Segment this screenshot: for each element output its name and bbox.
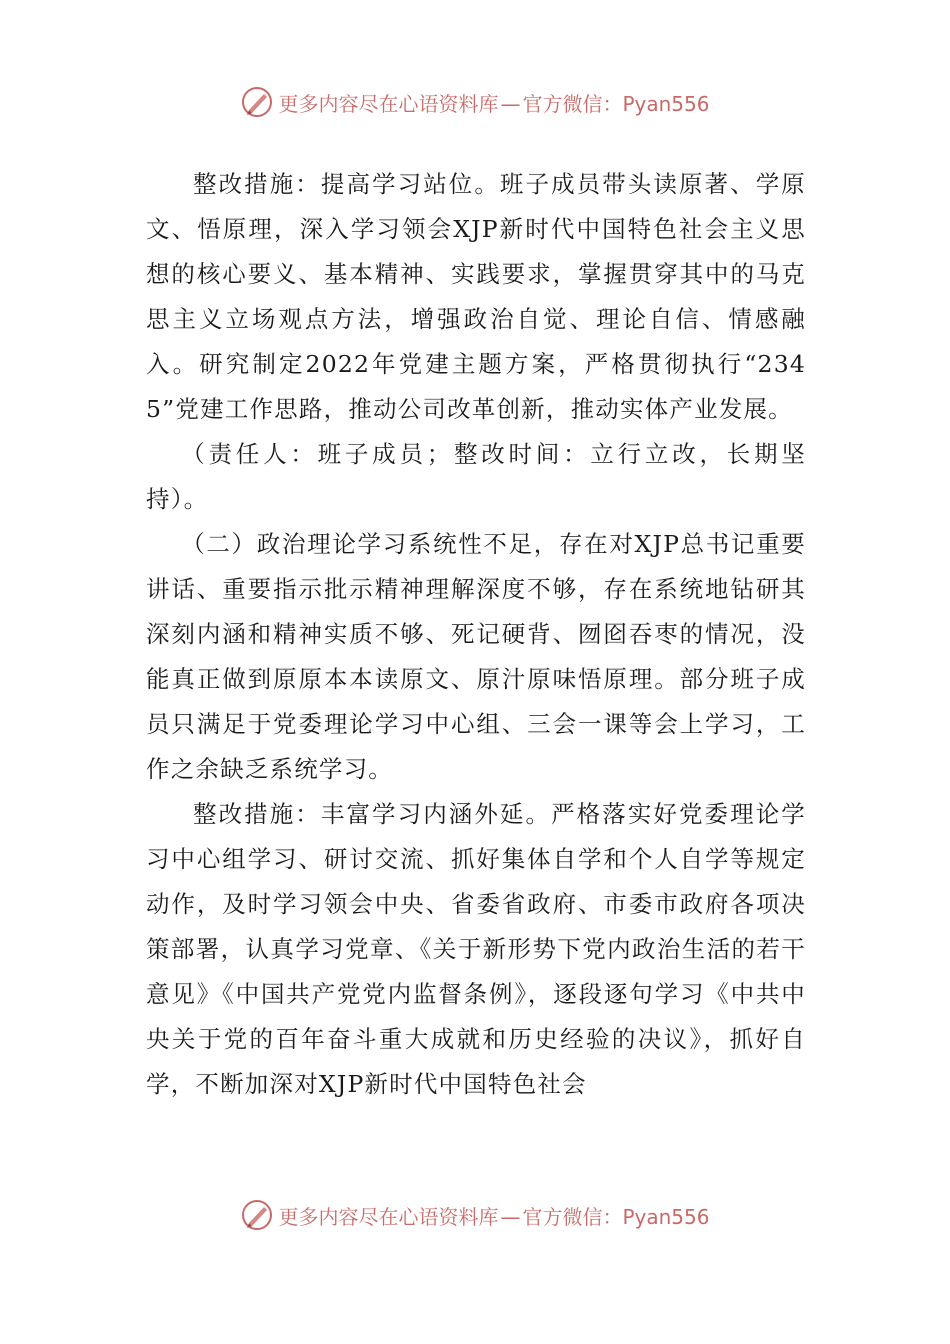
pen-logo-icon (240, 1198, 274, 1232)
pen-logo-icon (240, 85, 274, 119)
watermark-footer (0, 1198, 950, 1232)
paragraph-rectification-measures-1: 整改措施：提高学习站位。班子成员带头读原著、学原文、悟原理，深入学习领会XJP新时代中国特色社会主义思想的核心要义、基本精神、实践要求，掌握贯穿其中的马克思主义立场观点方法，增强政治自觉、理论自信、情感融入。研究制定2022年党建主题方案，严格贯彻执行“2345”党建工作思路，推动公司改革创新，推动实体产业发展。 (146, 170, 806, 423)
paragraph-responsibility: （责任人：班子成员；整改时间：立行立改，长期坚持）。 (146, 440, 806, 513)
paragraph-issue-2: （二）政治理论学习系统性不足，存在对XJP总书记重要讲话、重要指示批示精神理解深度不够，存在系统地钻研其深刻内涵和精神实质不够、死记硬背、囫囵吞枣的情况，没能真正做到原原本本读原文、原汁原味悟原理。部分班子成员只满足于党委理论学习中心组、三会一课等会上学习，工作之余缺乏系统学习。 (146, 530, 806, 783)
watermark-text: 更多内容尽在心语资料库 — 官方微信：Pyan556 (278, 91, 710, 116)
watermark-header (0, 85, 950, 119)
watermark-text: 更多内容尽在心语资料库 — 官方微信：Pyan556 (278, 1204, 710, 1229)
paragraph-rectification-measures-2: 整改措施：丰富学习内涵外延。严格落实好党委理论学习中心组学习、研讨交流、抓好集体自学和个人自学等规定动作，及时学习领会中央、省委省政府、市委市政府各项决策部署，认真学习党章、《关于新形势下党内政治生活的若干意见》《中国共产党党内监督条例》，逐段逐句学习《中共中央关于党的百年奋斗重大成就和历史经验的决议》，抓好自学，不断加深对XJP新时代中国特色社会 (146, 800, 806, 1098)
document-body (146, 162, 806, 1107)
